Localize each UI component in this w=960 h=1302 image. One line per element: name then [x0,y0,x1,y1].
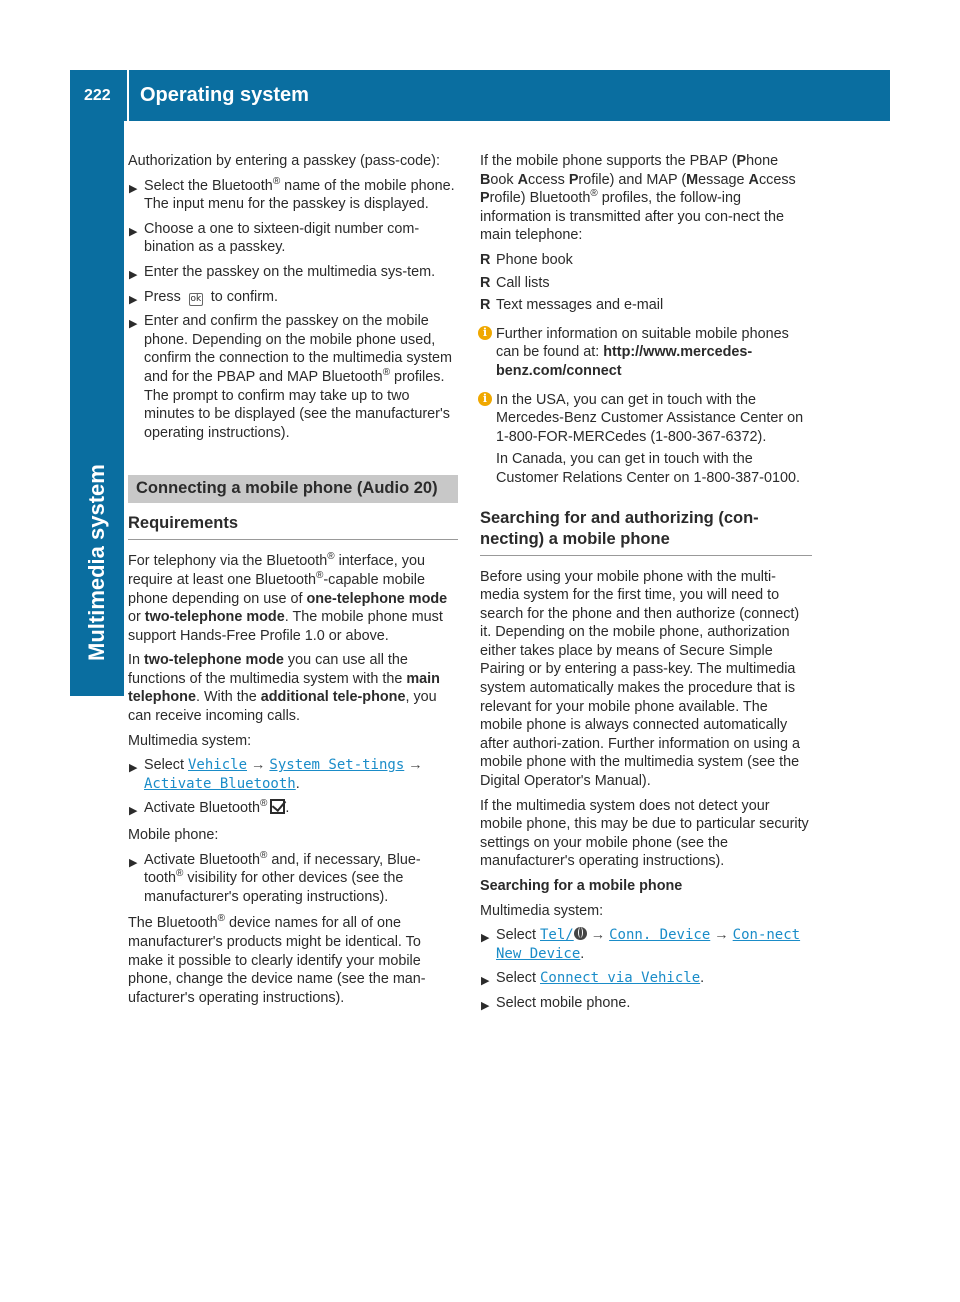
list-item: R Text messages and e-mail [480,297,664,314]
chapter-tab [70,121,124,696]
info-note-contact: i In the USA, you can get in touch with the Mercedes-Benz Customer Assistance Center on 1-800-FOR-MERCedes (1-800-367-6372). In Canada, you can get in touch with the Customer Relations Center on 1-800-387-0100. [480,391,812,488]
step-arrow-icon: ▶ [129,268,138,281]
page-header [70,70,890,121]
intro-text: Authorization by entering a passkey (pass-code): [128,153,440,169]
step-arrow-icon: ▶ [129,225,138,238]
menu-system-settings: System Set-tings [269,757,405,774]
device-names-paragraph: The Bluetooth® device names for all of one manufacturer's products might be identical. To make it possible to clearly identify your mobile phone, change the device name (see the man-ufacturer's operating instructions). [128,913,426,1006]
checkbox-checked-icon [270,799,285,814]
globe-icon [574,927,587,940]
requirements-paragraph-2: In two-telephone mode you can use all the functions of the multimedia system with the main telephone. With the additional tele-phone, you can receive incoming calls. [128,652,440,725]
info-icon: i [478,392,492,406]
step-enter-passkey: ▶ Enter the passkey on the multimedia sys-tem. [128,263,458,282]
search-subheading: Searching for a mobile phone [480,878,683,894]
menu-tel: Tel/ [540,927,574,944]
info-icon: i [478,326,492,340]
mobile-phone-label: Mobile phone: [128,827,219,844]
multimedia-label: Multimedia system: [480,902,604,919]
step-select-connect-via-vehicle: ▶ Select Connect via Vehicle. [480,969,812,988]
info-note-phones: i Further information on suitable mobile phones can be found at: http://www.mercedes-benz.com/connect [480,325,812,381]
step-arrow-icon: ▶ [129,856,138,869]
step-arrow-icon: ▶ [129,293,138,306]
step-select-mobile-phone: ▶ Select mobile phone. [480,994,812,1013]
section-title: Connecting a mobile phone (Audio 20) [128,475,458,503]
connect-link[interactable]: http://www.mercedes-benz.com/connect [496,344,753,379]
list-item: R Phone book [480,251,573,268]
page-number: 222 [84,87,111,104]
search-paragraph-1: Before using your mobile phone with the multi-media system for the first time, you will need to search for the phone and then authorize (connect) it. Depending on the mobile phone, authorization either takes place by means of Secure Simple Pairing or by entering a pass-key. The multimedia system automatically makes the procedure that is relevant for your mobile phone available. The mobile phone is always connected automatically after authori-zation. Further information on using a mobile phone with the multimedia system (see the Digital Operator's Manual). [480,568,800,790]
right-column [480,152,812,1019]
step-press-ok: ▶ Press ok to confirm. [128,288,458,307]
step-arrow-icon: ▶ [129,762,138,775]
step-arrow-icon: ▶ [481,999,490,1012]
bullet-icon: R [480,297,491,314]
requirements-paragraph-1: For telephony via the Bluetooth® interface, you require at least one Bluetooth®-capable mobile phone depending on use of one-telephone mode or two-telephone mode. The mobile phone must support Hands-Free Profile 1.0 or above. [128,551,448,644]
step-arrow-icon: ▶ [129,182,138,195]
header-divider [127,70,129,121]
bullet-icon: R [480,251,491,268]
menu-vehicle: Vehicle [188,757,248,774]
step-select-vehicle: ▶ Select Vehicle → System Set-tings → Activate Bluetooth. [129,757,423,792]
step-confirm-on-phone: ▶ Enter and confirm the passkey on the mobile phone. Depending on the mobile phone used, confirm the connection to the multimedia system and for the PBAP and MAP Bluetooth® profiles. The prompt to confirm may take up to two minutes to be displayed (see the manufacturer's operating instructions). [129,313,452,441]
menu-connect-via-vehicle: Connect via Vehicle [540,970,701,987]
menu-conn-device: Conn. Device [609,927,711,944]
list-item: R Call lists [480,274,550,291]
step-select-tel: ▶ Select Tel/ → Conn. Device → Con-nect New Device. [481,927,801,962]
step-activate-visibility: ▶ Activate Bluetooth® and, if necessary, Blue-tooth® visibility for other devices (see the manufacturer's operating instructions). [129,849,421,905]
requirements-heading: Requirements [128,513,458,540]
menu-activate-bluetooth: Activate Bluetooth [144,775,296,792]
bullet-icon: R [480,274,491,291]
multimedia-label: Multimedia system: [128,732,252,749]
step-select-bluetooth-name: ▶ Select the Bluetooth® name of the mobile phone. The input menu for the passkey is displayed. [129,175,455,213]
step-arrow-icon: ▶ [129,805,138,818]
page-title: Operating system [140,84,309,106]
step-choose-number: ▶ Choose a one to sixteen-digit number com-bination as a passkey. [129,220,420,256]
ok-key-icon: ok [190,293,202,304]
step-arrow-icon: ▶ [481,932,490,945]
menu-connect-new-device: Con-nect New Device [496,927,801,962]
left-column [128,152,458,1013]
chapter-label: Multimedia system [84,464,109,661]
search-heading: Searching for and authorizing (con-necting) a mobile phone [480,508,812,556]
pbap-paragraph: If the mobile phone supports the PBAP (Phone Book Access Profile) and MAP (Message Access Profile) Bluetooth® profiles, the follow-ing information is transmitted after you con-nect the main telephone: [480,153,796,244]
search-paragraph-2: If the multimedia system does not detect your mobile phone, this may be due to particular security settings on your mobile phone (see the manufacturer's operating instructions). [480,797,809,870]
step-arrow-icon: ▶ [129,318,138,331]
step-activate-bluetooth: ▶ Activate Bluetooth® . [128,799,458,818]
step-arrow-icon: ▶ [481,975,490,988]
